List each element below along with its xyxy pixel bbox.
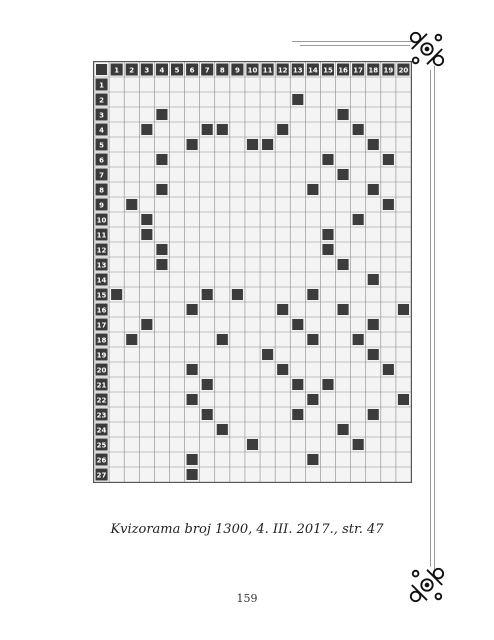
black-cell: [187, 394, 198, 405]
black-cell: [368, 139, 379, 150]
column-header-label: 15: [323, 66, 333, 75]
row-header-label: 10: [96, 216, 107, 225]
row-header-label: 23: [96, 411, 107, 420]
page-number: 159: [236, 592, 258, 605]
black-cell: [262, 139, 273, 150]
black-cell: [338, 304, 349, 315]
black-cell: [232, 289, 243, 300]
black-cell: [307, 334, 318, 345]
black-cell: [368, 319, 379, 330]
black-cell: [353, 124, 364, 135]
row-header-label: 15: [96, 291, 107, 300]
black-cell: [202, 124, 213, 135]
black-cell: [383, 364, 394, 375]
black-cell: [398, 394, 409, 405]
row-header-label: 12: [96, 246, 107, 255]
column-header-label: 14: [308, 66, 318, 75]
black-cell: [111, 289, 122, 300]
column-header-label: 12: [277, 66, 288, 75]
grid-corner-cell: [96, 64, 107, 75]
black-cell: [383, 199, 394, 210]
black-cell: [217, 334, 228, 345]
crossword-grid: [93, 61, 412, 483]
row-header-label: 9: [99, 201, 104, 210]
row-header-label: 14: [96, 276, 107, 285]
row-header-label: 20: [96, 366, 107, 375]
black-cell: [353, 214, 364, 225]
column-header-label: 7: [204, 66, 210, 75]
black-cell: [292, 94, 303, 105]
black-cell: [338, 109, 349, 120]
column-header-label: 9: [234, 66, 240, 75]
row-header-label: 16: [96, 306, 107, 315]
column-header-label: 2: [129, 66, 135, 75]
black-cell: [277, 364, 288, 375]
row-header-label: 4: [99, 126, 104, 135]
black-cell: [217, 424, 228, 435]
column-header-label: 16: [338, 66, 348, 75]
black-cell: [398, 304, 409, 315]
black-cell: [202, 289, 213, 300]
black-cell: [338, 259, 349, 270]
row-header-label: 2: [99, 96, 104, 105]
black-cell: [292, 319, 303, 330]
row-header-label: 22: [96, 396, 107, 405]
black-cell: [353, 439, 364, 450]
black-cell: [383, 154, 394, 165]
row-header-label: 21: [96, 381, 107, 390]
column-header-label: 13: [292, 66, 303, 75]
column-header-label: 17: [353, 66, 364, 75]
row-header-label: 24: [96, 426, 107, 435]
row-header-label: 3: [99, 111, 104, 120]
column-header-label: 3: [144, 66, 150, 75]
frame-right-line-inner: [430, 70, 431, 567]
black-cell: [262, 349, 273, 360]
column-header-label: 20: [398, 66, 409, 75]
black-cell: [156, 184, 167, 195]
black-cell: [187, 304, 198, 315]
row-header-label: 5: [99, 141, 104, 150]
black-cell: [322, 154, 333, 165]
black-cell: [307, 289, 318, 300]
black-cell: [156, 259, 167, 270]
frame-right-line: [434, 66, 435, 571]
black-cell: [202, 379, 213, 390]
black-cell: [141, 214, 152, 225]
column-header-label: 1: [114, 66, 120, 75]
column-header-label: 11: [262, 66, 273, 75]
row-header-label: 26: [96, 456, 107, 465]
row-header-label: 8: [99, 186, 104, 195]
black-cell: [141, 319, 152, 330]
column-header-label: 5: [174, 66, 180, 75]
black-cell: [322, 229, 333, 240]
row-header-label: 1: [99, 81, 104, 90]
frame-top-line: [292, 41, 412, 42]
black-cell: [247, 139, 258, 150]
row-header-label: 6: [99, 156, 104, 165]
black-cell: [187, 454, 198, 465]
black-cell: [322, 244, 333, 255]
black-cell: [322, 379, 333, 390]
black-cell: [277, 304, 288, 315]
black-cell: [307, 454, 318, 465]
row-header-label: 7: [99, 171, 104, 180]
black-cell: [141, 124, 152, 135]
black-cell: [368, 184, 379, 195]
row-header-label: 13: [96, 261, 107, 270]
figure-caption: Kvizorama broj 1300, 4. III. 2017., str. 47: [110, 522, 384, 537]
black-cell: [187, 139, 198, 150]
row-header-label: 17: [96, 321, 107, 330]
black-cell: [156, 244, 167, 255]
black-cell: [126, 334, 137, 345]
black-cell: [187, 364, 198, 375]
column-header-label: 6: [189, 66, 195, 75]
black-cell: [353, 334, 364, 345]
black-cell: [292, 379, 303, 390]
black-cell: [338, 169, 349, 180]
black-cell: [307, 184, 318, 195]
row-header-label: 18: [96, 336, 107, 345]
black-cell: [156, 109, 167, 120]
crossword-grid-svg: [94, 62, 411, 482]
row-header-label: 19: [96, 351, 107, 360]
column-header-label: 4: [159, 66, 165, 75]
black-cell: [368, 274, 379, 285]
black-cell: [338, 424, 349, 435]
black-cell: [141, 229, 152, 240]
black-cell: [292, 409, 303, 420]
black-cell: [247, 439, 258, 450]
column-header-label: 18: [368, 66, 379, 75]
column-header-label: 19: [383, 66, 394, 75]
black-cell: [202, 409, 213, 420]
frame-top-line-inner: [300, 45, 410, 46]
black-cell: [156, 154, 167, 165]
black-cell: [126, 199, 137, 210]
black-cell: [368, 409, 379, 420]
black-cell: [307, 394, 318, 405]
black-cell: [368, 349, 379, 360]
column-header-label: 8: [219, 66, 225, 75]
corner-ornament-top-icon: [408, 30, 446, 68]
black-cell: [187, 469, 198, 480]
row-header-label: 27: [96, 471, 107, 480]
black-cell: [217, 124, 228, 135]
row-header-label: 25: [96, 441, 107, 450]
row-header-label: 11: [96, 231, 107, 240]
column-header-label: 10: [247, 66, 258, 75]
black-cell: [277, 124, 288, 135]
